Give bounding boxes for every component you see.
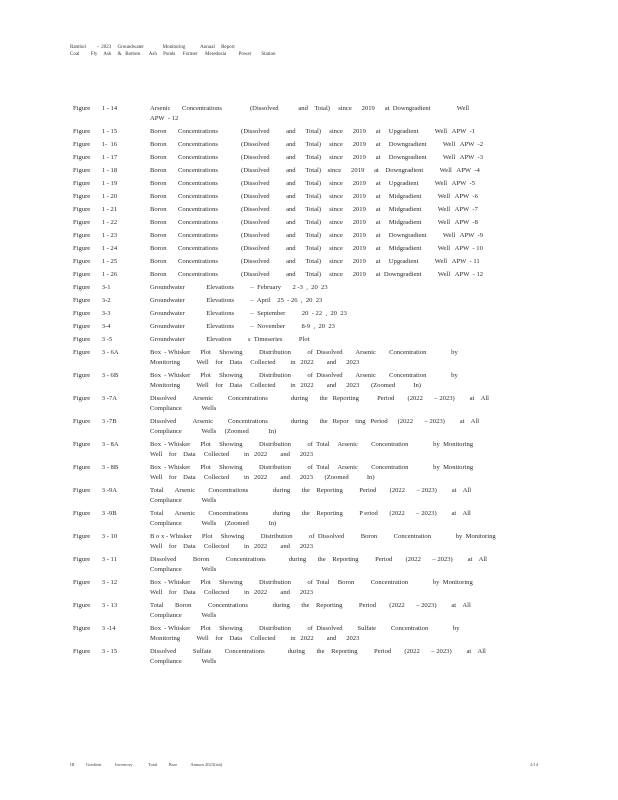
- figure-caption: [150, 392, 553, 415]
- caption-line: Groundwater Elevations – November 8-9 , 20 23: [150, 323, 335, 330]
- figure-number: Figure 1 - 22: [73, 219, 118, 226]
- figure-entry[interactable]: [73, 151, 553, 164]
- figure-number: Figure 1 - 24: [73, 245, 118, 252]
- caption-line: B o x - Whisker Plot Showing Distribution of Dissolved Boron Concentration by Monitoring: [150, 533, 496, 540]
- figure-caption: [150, 216, 553, 229]
- caption-line: APW - 12: [150, 115, 179, 122]
- figure-number: Figure 1 - 21: [73, 206, 118, 213]
- caption-line: Box - Whisker Plot Showing Distribution of Total Boron Concentration by Monitoring: [150, 579, 473, 586]
- figure-entry[interactable]: [73, 255, 553, 268]
- figure-caption: [150, 415, 553, 438]
- figure-entry[interactable]: [73, 177, 553, 190]
- figure-number: Figure 3 -7B: [73, 418, 117, 425]
- caption-line: Well for Data Collected in 2022 and 2023 (Zoomed In): [150, 474, 375, 481]
- figure-entry[interactable]: [73, 307, 553, 320]
- figure-number: Figure 3 - 11: [73, 556, 117, 563]
- figure-caption: [150, 151, 553, 164]
- caption-line: Compliance Wells: [150, 612, 217, 619]
- figure-caption: [150, 622, 553, 645]
- figure-number: Figure 1 - 17: [73, 154, 118, 161]
- caption-line: Groundwater Elevations – April 25 - 26 , 20 23: [150, 297, 323, 304]
- figure-number: Figure 1 - 26: [73, 271, 118, 278]
- figure-number: Figure 3 - 8B: [73, 464, 119, 471]
- figure-caption: [150, 307, 553, 320]
- figure-caption: [150, 461, 553, 484]
- figure-number: Figure 3-4: [73, 323, 111, 330]
- figure-caption: [150, 177, 553, 190]
- figure-entry[interactable]: [73, 164, 553, 177]
- figure-entry[interactable]: [73, 320, 553, 333]
- caption-line: Boron Concentrations (Dissolved and Total) since 2019 at Upgradient Well APW -5: [150, 180, 475, 187]
- figure-entry[interactable]: [73, 203, 553, 216]
- figure-number: Figure 3 -5: [73, 336, 113, 343]
- figure-entry[interactable]: [73, 102, 553, 125]
- figure-entry[interactable]: [73, 622, 553, 645]
- figure-caption: [150, 507, 553, 530]
- figure-entry[interactable]: [73, 507, 553, 530]
- footer-left: III Gradient Inventory Total Bare Annum 2023(ish): [70, 762, 223, 767]
- figure-entry[interactable]: [73, 461, 553, 484]
- figure-number: Figure 1- 16: [73, 141, 118, 148]
- figure-caption: [150, 164, 553, 177]
- figure-number: Figure 1 - 25: [73, 258, 118, 265]
- caption-line: Well for Data Collected in 2022 and 2023: [150, 543, 314, 550]
- caption-line: Compliance Wells: [150, 566, 217, 573]
- figure-entry[interactable]: [73, 415, 553, 438]
- figure-number: Figure 3 - 8A: [73, 441, 119, 448]
- figure-entry[interactable]: [73, 229, 553, 242]
- caption-line: Monitoring Well for Data Collected in 2022 and 2023: [150, 359, 360, 366]
- caption-line: Total Arsenic Concentrations during the Reporting P eriod (2022 – 2023) at All: [150, 510, 471, 517]
- figure-caption: [150, 484, 553, 507]
- caption-line: Box - Whisker Plot Showing Distribution of Dissolved Arsenic Concentration by: [150, 372, 458, 379]
- caption-line: Box - Whisker Plot Showing Distribution of Total Arsenic Concentration by Monitoring: [150, 464, 474, 471]
- figure-caption: [150, 190, 553, 203]
- caption-line: Groundwater Elevations – February 2 -3 , 20 23: [150, 284, 328, 291]
- figure-number: Figure 3 - 12: [73, 579, 118, 586]
- caption-line: Box - Whisker Plot Showing Distribution of Dissolved Arsenic Concentration by: [150, 349, 458, 356]
- caption-line: Boron Concentrations (Dissolved and Total) since 2019 at Downgradient Well APW - 12: [150, 271, 484, 278]
- figure-number: Figure 3-1: [73, 284, 111, 291]
- figure-caption: [150, 203, 553, 216]
- figure-entry[interactable]: [73, 242, 553, 255]
- figure-entry[interactable]: [73, 138, 553, 151]
- caption-line: Compliance Wells: [150, 405, 217, 412]
- caption-line: Total Arsenic Concentrations during the Reporting Period (2022 – 2023) at All: [150, 487, 472, 494]
- figure-entry[interactable]: [73, 599, 553, 622]
- figure-entry[interactable]: [73, 346, 553, 369]
- caption-line: Boron Concentrations (Dissolved and Total) since 2019 at Midgradient Well APW -8: [150, 219, 478, 226]
- figure-number: Figure 3 -9B: [73, 510, 117, 517]
- figure-entry[interactable]: [73, 369, 553, 392]
- figure-number: Figure 3 - 6B: [73, 372, 119, 379]
- figure-entry[interactable]: [73, 294, 553, 307]
- figure-caption: [150, 599, 553, 622]
- list-of-figures: [73, 102, 553, 668]
- figure-caption: [150, 553, 553, 576]
- caption-line: Box - Whisker Plot Showing Distribution of Total Arsenic Concentration by Monitoring: [150, 441, 474, 448]
- figure-number: Figure 1 - 20: [73, 193, 118, 200]
- figure-number: Figure 3 - 6A: [73, 349, 119, 356]
- caption-line: Total Boron Concentrations during the Reporting Period (2022 – 2023) at All: [150, 602, 471, 609]
- caption-line: Boron Concentrations (Dissolved and Total) since 2019 at Midgradient Well APW -6: [150, 193, 478, 200]
- figure-caption: [150, 281, 553, 294]
- caption-line: Dissolved Arsenic Concentrations during the Reporting Period (2022 – 2023) at All: [150, 395, 489, 402]
- caption-line: Well for Data Collected in 2022 and 2023: [150, 451, 314, 458]
- caption-line: Monitoring Well for Data Collected in 2022 and 2023: [150, 635, 360, 642]
- caption-line: Boron Concentrations (Dissolved and Total) since 2019 at Downgradient Well APW -4: [150, 167, 480, 174]
- figure-caption: [150, 645, 553, 668]
- figure-caption: [150, 530, 553, 553]
- figure-number: Figure 3 - 10: [73, 533, 118, 540]
- figure-caption: [150, 438, 553, 461]
- figure-entry[interactable]: [73, 645, 553, 668]
- caption-line: Boron Concentrations (Dissolved and Total) since 2019 at Upgradient Well APW - 11: [150, 258, 480, 265]
- figure-number: Figure 3 -9A: [73, 487, 117, 494]
- report-header: [70, 44, 276, 58]
- figure-number: Figure 1 - 18: [73, 167, 118, 174]
- figure-entry[interactable]: [73, 216, 553, 229]
- figure-entry[interactable]: [73, 530, 553, 553]
- figure-caption: [150, 255, 553, 268]
- figure-number: Figure 1 - 15: [73, 128, 118, 135]
- figure-caption: [150, 333, 553, 346]
- figure-caption: [150, 242, 553, 255]
- header-line-1: Rambol - 2023 Groundwater Monitoring Annual Report: [70, 45, 235, 50]
- caption-line: Compliance Wells: [150, 658, 217, 665]
- figure-caption: [150, 294, 553, 307]
- header-line-2: Coal Fly Ash & Bottom Ash Ponds Former Meredosia Power Station: [70, 52, 276, 57]
- figure-caption: [150, 320, 553, 333]
- figure-number: Figure 1 - 23: [73, 232, 118, 239]
- caption-line: Monitoring Well for Data Collected in 2022 and 2023 (Zoomed In): [150, 382, 421, 389]
- caption-line: Boron Concentrations (Dissolved and Total) since 2019 at Midgradient Well APW - 10: [150, 245, 483, 252]
- caption-line: Well for Data Collected in 2022 and 2023: [150, 589, 314, 596]
- caption-line: Compliance Wells (Zoomed In): [150, 520, 277, 527]
- figure-caption: [150, 369, 553, 392]
- figure-number: Figure 3 -14: [73, 625, 116, 632]
- figure-entry[interactable]: [73, 484, 553, 507]
- figure-entry[interactable]: [73, 392, 553, 415]
- caption-line: Groundwater Elevations – September 20 - 22 , 20 23: [150, 310, 347, 317]
- figure-entry[interactable]: [73, 333, 553, 346]
- caption-line: Boron Concentrations (Dissolved and Total) since 2019 at Downgradient Well APW -2: [150, 141, 484, 148]
- caption-line: Box - Whisker Plot Showing Distribution of Dissolved Sulfate Concentration by: [150, 625, 460, 632]
- figure-number: Figure 3-3: [73, 310, 111, 317]
- figure-caption: [150, 268, 553, 281]
- figure-entry[interactable]: [73, 125, 553, 138]
- figure-caption: [150, 138, 553, 151]
- page-number: 2/14: [530, 762, 539, 767]
- caption-line: Dissolved Arsenic Concentrations during the Repor ting Period (2022 – 2023) at All: [150, 418, 480, 425]
- figure-number: Figure 3-2: [73, 297, 111, 304]
- figure-caption: [150, 346, 553, 369]
- caption-line: Compliance Wells (Zoomed In): [150, 428, 277, 435]
- figure-entry[interactable]: [73, 438, 553, 461]
- figure-entry[interactable]: [73, 553, 553, 576]
- figure-caption: [150, 125, 553, 138]
- figure-caption: [150, 576, 553, 599]
- caption-line: Boron Concentrations (Dissolved and Total) since 2019 at Downgradient Well APW -3: [150, 154, 484, 161]
- figure-number: Figure 1 - 19: [73, 180, 118, 187]
- caption-line: Arsenic Concentrations (Dissolved and Total) since 2019 at Downgradient Well: [150, 105, 470, 112]
- caption-line: Compliance Wells: [150, 497, 217, 504]
- figure-entry[interactable]: [73, 268, 553, 281]
- figure-number: Figure 3 - 13: [73, 602, 118, 609]
- figure-entry[interactable]: [73, 576, 553, 599]
- caption-line: Boron Concentrations (Dissolved and Total) since 2019 at Downgradient Well APW -9: [150, 232, 484, 239]
- figure-entry[interactable]: [73, 190, 553, 203]
- figure-caption: [150, 229, 553, 242]
- caption-line: Dissolved Sulfate Concentrations during the Reporting Period (2022 – 2023) at All: [150, 648, 486, 655]
- figure-number: Figure 1 - 14: [73, 105, 118, 112]
- caption-line: Dissolved Boron Concentrations during the Reporting Period (2022 – 2023) at All: [150, 556, 487, 563]
- figure-number: Figure 3 -7A: [73, 395, 117, 402]
- caption-line: Boron Concentrations (Dissolved and Total) since 2019 at Midgradient Well APW -7: [150, 206, 478, 213]
- figure-caption: [150, 102, 553, 125]
- figure-number: Figure 3 - 15: [73, 648, 118, 655]
- caption-line: Boron Concentrations (Dissolved and Total) since 2019 at Upgradient Well APW -1: [150, 128, 475, 135]
- caption-line: Groundwater Elevation s Timeseries Plot: [150, 336, 310, 343]
- figure-entry[interactable]: [73, 281, 553, 294]
